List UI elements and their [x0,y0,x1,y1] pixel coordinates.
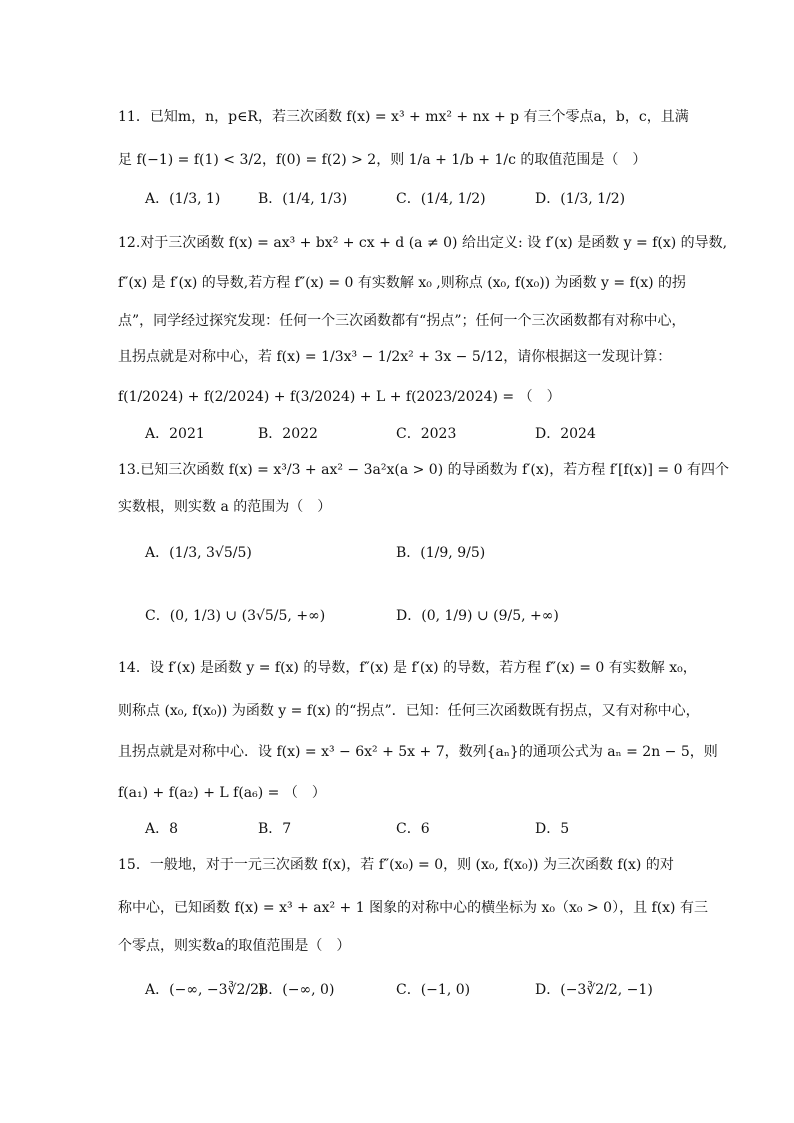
option-text: (1/9, 9/5) [420,545,486,561]
q11-option-b [258,188,347,210]
q12-line4: 且拐点就是对称中心，若 f(x) = 1/3x³ − 1/2x² + 3x − 5/12，请你根据这一发现计算： [118,349,672,365]
q14-line3: 且拐点就是对称中心．设 f(x) = x³ − 6x² + 5x + 7，数列{aₙ}的通项公式为 aₙ = 2n − 5，则 [118,744,718,760]
option-letter: B． [258,191,283,207]
option-letter: A． [145,821,170,837]
q15-line1: 15．一般地，对于一元三次函数 f(x)，若 f″(x₀) = 0，则 (x₀, f(x₀)) 为三次函数 f(x) 的对 [118,857,674,873]
option-text: (1/3, 3√5/5) [169,545,252,561]
option-letter: A． [145,982,170,998]
option-text: (1/3, 1/2) [560,191,626,207]
option-letter: D． [535,426,561,442]
option-letter: B． [396,545,421,561]
q13-line2: 实数根，则实数 a 的范围为（ ） [118,499,332,515]
q12-line2: f″(x) 是 f′(x) 的导数,若方程 f″(x) = 0 有实数解 x₀ ,则称点 (x₀, f(x₀)) 为函数 y = f(x) 的拐 [118,275,687,291]
q12-option-d [535,423,596,445]
q12-line1: 12.对于三次函数 f(x) = ax³ + bx² + cx + d (a ≠ 0) 给出定义: 设 f′(x) 是函数 y = f(x) 的导数, [118,235,728,251]
q11-option-c [396,188,486,210]
option-text: 2024 [560,426,596,442]
option-text: (0, 1/3) ∪ (3√5/5, +∞) [169,608,326,624]
q12-option-b [258,423,318,445]
option-letter: C． [396,821,421,837]
option-letter: C． [396,191,421,207]
option-text: (0, 1/9) ∪ (9/5, +∞) [421,608,559,624]
option-text: 7 [282,821,292,837]
q12-line3: 点”，同学经过探究发现：任何一个三次函数都有“拐点”；任何一个三次函数都有对称中心， [118,313,686,329]
q15-option-d [535,979,653,1001]
q13-option-a [145,542,252,564]
option-text: (−1, 0) [420,982,471,998]
q15-option-a [145,979,264,1001]
q14-option-d [535,818,569,840]
q14-line2: 则称点 (x₀, f(x₀)) 为函数 y = f(x) 的“拐点”．已知：任何三次函数既有拐点，又有对称中心， [118,703,700,719]
option-text: (−∞, −3∛2/2) [169,982,265,998]
option-text: (−∞, 0) [282,982,335,998]
q11-line1: 11．已知m，n，p∈R，若三次函数 f(x) = x³ + mx² + nx + p 有三个零点a，b，c，且满 [118,109,689,125]
q15-option-c [396,979,470,1001]
option-letter: A． [145,545,170,561]
option-letter: C． [145,608,170,624]
q12-line5: f(1/2024) + f(2/2024) + f(3/2024) + L + f(2023/2024) = （ ） [118,389,561,405]
q11-option-a [145,188,220,210]
option-text: 2021 [169,426,205,442]
option-letter: D． [396,608,422,624]
q14-line1: 14．设 f′(x) 是函数 y = f(x) 的导数，f″(x) 是 f′(x) 的导数，若方程 f″(x) = 0 有实数解 x₀， [118,660,697,676]
option-letter: D． [535,191,561,207]
option-letter: D． [535,821,561,837]
option-letter: D． [535,982,561,998]
option-letter: C． [396,982,421,998]
q11-line2: 足 f(−1) = f(1) < 3/2，f(0) = f(2) > 2，则 1/a + 1/b + 1/c 的取值范围是（ ） [118,152,647,168]
q13-line1: 13.已知三次函数 f(x) = x³/3 + ax² − 3a²x(a > 0) 的导函数为 f′(x)，若方程 f′[f(x)] = 0 有四个 [118,462,729,478]
q15-option-b [258,979,334,1001]
option-text: 8 [169,821,179,837]
option-letter: B． [258,821,283,837]
option-text: (1/4, 1/3) [282,191,348,207]
option-letter: A． [145,191,170,207]
q15-line3: 个零点，则实数a的取值范围是（ ） [118,938,351,954]
q14-option-b [258,818,291,840]
q15-line2: 称中心，已知函数 f(x) = x³ + ax² + 1 图象的对称中心的横坐标为 x₀（x₀ > 0），且 f(x) 有三 [118,900,708,916]
q13-option-d [396,605,559,627]
option-letter: B． [258,982,283,998]
q13-option-b [396,542,485,564]
option-text: (−3∛2/2, −1) [560,982,653,998]
option-text: 6 [420,821,430,837]
option-letter: B． [258,426,283,442]
q12-option-c [396,423,456,445]
option-text: 2022 [282,426,318,442]
q11-option-d [535,188,625,210]
option-text: 2023 [420,426,457,442]
option-text: 5 [560,821,570,837]
option-text: (1/4, 1/2) [420,191,486,207]
option-letter: A． [145,426,170,442]
q12-option-a [145,423,205,445]
q14-option-c [396,818,430,840]
option-letter: C． [396,426,421,442]
option-text: (1/3, 1) [169,191,221,207]
q14-line4: f(a₁) + f(a₂) + L f(a₆) = （ ） [118,785,326,801]
q14-option-a [145,818,178,840]
q13-option-c [145,605,325,627]
